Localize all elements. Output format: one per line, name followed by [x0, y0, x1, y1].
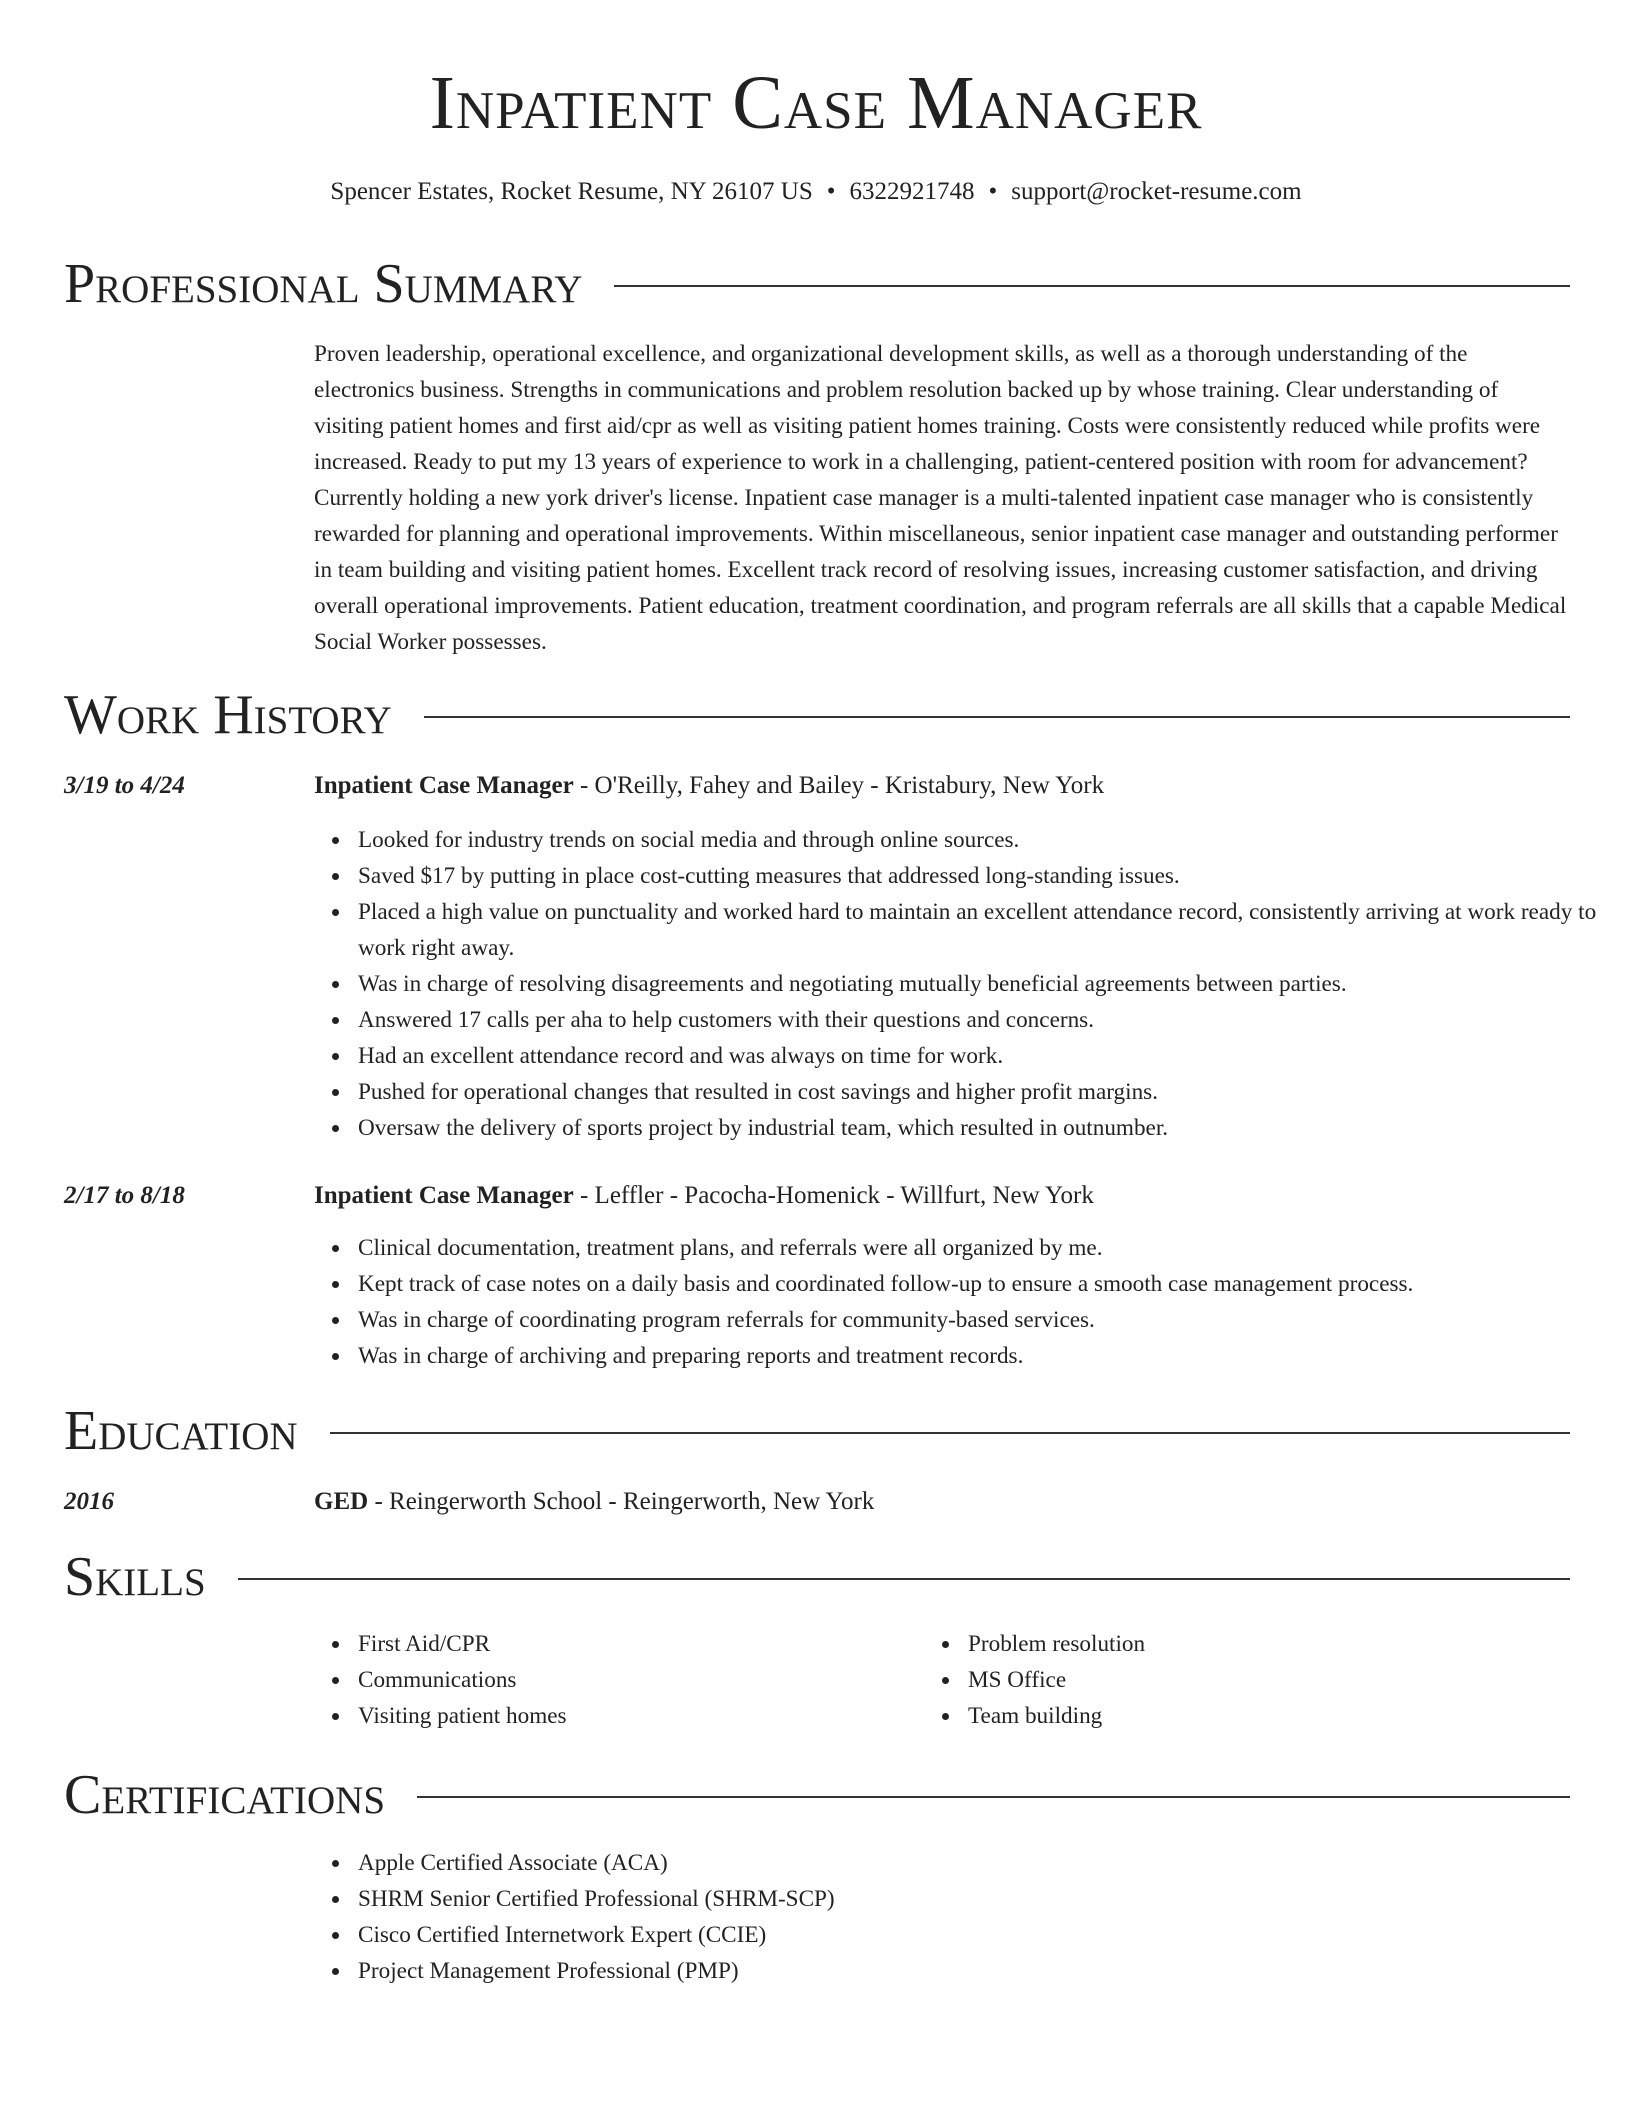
skill-item: First Aid/CPR — [358, 1626, 918, 1662]
phone: 6322921748 — [849, 178, 975, 205]
skill-item: Visiting patient homes — [358, 1698, 918, 1734]
section-divider — [330, 1432, 1570, 1434]
list-item: Was in charge of coordinating program referrals for community-based services. — [358, 1302, 1614, 1338]
job-heading — [314, 1178, 1094, 1214]
separator-dot: • — [826, 178, 836, 205]
contact-line — [0, 174, 1632, 210]
education-heading — [314, 1484, 874, 1520]
certifications-list — [314, 1845, 1614, 1989]
job-role: Inpatient Case Manager — [314, 1182, 574, 1209]
skill-item: MS Office — [968, 1662, 1568, 1698]
separator-dot: • — [988, 178, 998, 205]
skill-item: Problem resolution — [968, 1626, 1568, 1662]
job-bullets — [314, 822, 1614, 1146]
section-divider — [614, 285, 1570, 287]
job-details: - O'Reilly, Fahey and Bailey - Kristabury, New York — [573, 772, 1105, 799]
list-item: Saved $17 by putting in place cost-cutting measures that addressed long-standing issues. — [358, 858, 1614, 894]
section-divider — [417, 1796, 1570, 1798]
skills-list-left — [314, 1626, 918, 1734]
certifications-section-header — [64, 1760, 1570, 1830]
skill-item: Team building — [968, 1698, 1568, 1734]
list-item: Clinical documentation, treatment plans, and referrals were all organized by me. — [358, 1230, 1614, 1266]
summary-section-header — [64, 249, 1570, 319]
education-year: 2016 — [64, 1488, 114, 1515]
email: support@rocket-resume.com — [1011, 178, 1302, 205]
section-title: Skills — [64, 1546, 206, 1608]
job-bullets — [314, 1230, 1614, 1374]
address: Spencer Estates, Rocket Resume, NY 26107 US — [330, 178, 813, 205]
section-title: Certifications — [64, 1764, 386, 1826]
list-item: Had an excellent attendance record and was always on time for work. — [358, 1038, 1614, 1074]
job-dates: 2/17 to 8/18 — [64, 1182, 185, 1209]
job-dates: 3/19 to 4/24 — [64, 772, 185, 799]
list-item: Pushed for operational changes that resulted in cost savings and higher profit margins. — [358, 1074, 1614, 1110]
degree: GED — [314, 1488, 369, 1515]
list-item: Oversaw the delivery of sports project by industrial team, which resulted in outnumber. — [358, 1110, 1614, 1146]
list-item: Looked for industry trends on social media and through online sources. — [358, 822, 1614, 858]
job-details: - Leffler - Pacocha-Homenick - Willfurt, New York — [573, 1182, 1094, 1209]
list-item: Was in charge of archiving and preparing reports and treatment records. — [358, 1338, 1614, 1374]
list-item: Kept track of case notes on a daily basis and coordinated follow-up to ensure a smooth case management process. — [358, 1266, 1614, 1302]
skills-list-right — [924, 1626, 1568, 1734]
candidate-name: Inpatient Case Manager — [429, 61, 1203, 145]
section-title: Work History — [64, 684, 392, 746]
section-divider — [424, 716, 1570, 718]
school-details: - Reingerworth School - Reingerworth, New York — [368, 1488, 875, 1515]
summary-text: Proven leadership, operational excellence, and organizational development skills, as well as a thorough understanding of the electronics business. Strengths in communications and problem resolution backed up by whose training. Clear understanding of visiting patient homes and first aid/cpr as well as visiting patient homes training. Costs were consistently reduced while profits were increased. Ready to put my 13 years of experience to work in a challenging, patient-centered position with room for advancement? Currently holding a new york driver's license. Inpatient case manager is a multi-talented inpatient case manager who is consistently rewarded for planning and operational improvements. Within miscellaneous, senior inpatient case manager and outstanding performer in team building and visiting patient homes. Excellent track record of resolving issues, increasing customer satisfaction, and driving overall operational improvements. Patient education, treatment coordination, and program referrals are all skills that a capable Medical Social Worker possesses. — [314, 341, 1567, 655]
skills-section-header — [64, 1542, 1570, 1612]
job-role: Inpatient Case Manager — [314, 772, 574, 799]
work-section-header — [64, 680, 1570, 750]
certification-item: Apple Certified Associate (ACA) — [358, 1845, 1614, 1881]
section-title: Professional Summary — [64, 253, 583, 315]
section-divider — [238, 1578, 1570, 1580]
list-item: Was in charge of resolving disagreements and negotiating mutually beneficial agreements between parties. — [358, 966, 1614, 1002]
certification-item: Project Management Professional (PMP) — [358, 1953, 1614, 1989]
job-heading — [314, 768, 1104, 804]
certification-item: Cisco Certified Internetwork Expert (CCIE) — [358, 1917, 1614, 1953]
certification-item: SHRM Senior Certified Professional (SHRM-SCP) — [358, 1881, 1614, 1917]
list-item: Answered 17 calls per aha to help customers with their questions and concerns. — [358, 1002, 1614, 1038]
section-title: Education — [64, 1400, 298, 1462]
list-item: Placed a high value on punctuality and worked hard to maintain an excellent attendance record, consistently arriving at work ready to work right away. — [358, 894, 1614, 966]
skill-item: Communications — [358, 1662, 918, 1698]
education-section-header — [64, 1396, 1570, 1466]
